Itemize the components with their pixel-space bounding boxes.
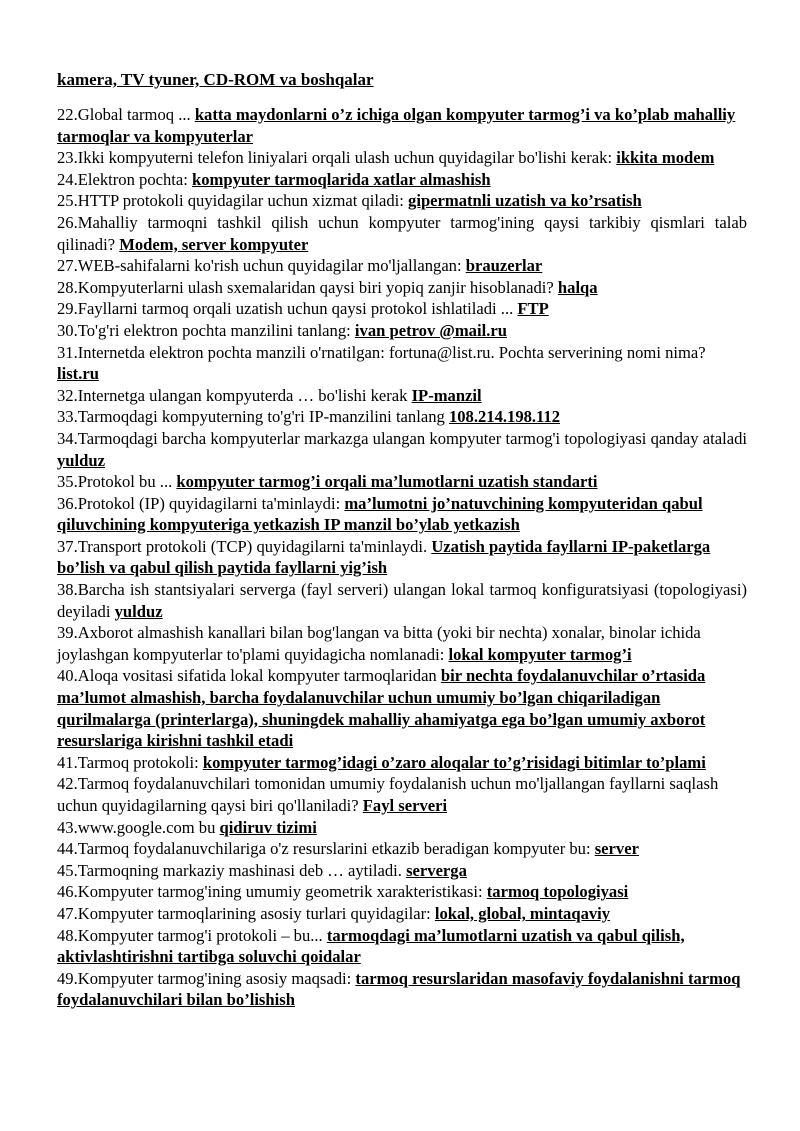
answer-text: qidiruv tizimi (219, 817, 317, 837)
qa-item-49 (57, 968, 747, 1011)
qa-item-43 (57, 817, 747, 839)
qa-item-26 (57, 212, 747, 255)
answer-text: lokal kompyuter tarmog’i (448, 644, 632, 664)
question-text: 43.www.google.com bu (57, 817, 220, 837)
answer-text: FTP (517, 299, 549, 319)
answer-text: yulduz (114, 601, 163, 621)
question-text: 31.Internetda elektron pochta manzili o'rnatilgan: fortuna@list.ru. Pochta serverining nomi nima? (57, 342, 706, 362)
qa-item-30 (57, 320, 747, 342)
answer-text: brauzerlar (465, 256, 543, 276)
qa-item-31 (57, 342, 747, 385)
qa-item-36 (57, 493, 747, 536)
answer-text: ma’lumotni jo’natuvchining kompyuteridan qabul qiluvchining kompyuteriga yetkazish IP manzil bo’ylab yetkazish (57, 493, 703, 535)
qa-item-46 (57, 881, 747, 903)
question-text: 37.Transport protokoli (TCP) quyidagilarni ta'minlaydi. (57, 536, 432, 556)
question-text: 49.Kompyuter tarmog'ining asosiy maqsadi: (57, 968, 356, 988)
question-text: 38.Barcha ish stantsiyalari serverga (fayl serveri) ulangan lokal tarmoq konfiguratsiyasi (topologiyasi) deyiladi (57, 580, 747, 621)
question-text: 30.To'g'ri elektron pochta manzilini tanlang: (57, 320, 355, 340)
answer-text: kompyuter tarmog’idagi o’zaro aloqalar to’g’risidagi bitimlar to’plami (202, 752, 706, 772)
question-text: 33.Tarmoqdagi kompyuterning to'g'ri IP-manzilini tanlang (57, 407, 449, 427)
question-text: 26.Mahalliy tarmoqni tashkil qilish uchun kompyuter tarmog'ining qaysi tarkibiy qismlari talab qilinadi? (57, 212, 747, 254)
qa-item-24 (57, 169, 747, 191)
answer-text: ikkita modem (616, 148, 715, 168)
qa-item-40 (57, 665, 747, 751)
question-text: 45.Tarmoqning markaziy mashinasi deb … aytiladi. (57, 860, 407, 880)
qa-item-29 (57, 298, 747, 320)
question-text: 42.Tarmoq foydalanuvchilari tomonidan umumiy foydalanish uchun mo'ljallangan fayllarni saqlash uchun quyidagilarning qaysi biri qo'llaniladi? (57, 774, 719, 815)
question-text: 46.Kompyuter tarmog'ining umumiy geometrik xarakteristikasi: (57, 882, 487, 902)
question-text: 22.Global tarmoq ... (57, 105, 195, 124)
question-text: 34.Tarmoqdagi barcha kompyuterlar markazga ulangan kompyuter tarmog'i topologiyasi qanday ataladi (57, 428, 747, 448)
answer-text: katta maydonlarni o’z ichiga olgan kompyuter tarmog’i va ko’plab mahalliy tarmoqlar va kompyuterlar (57, 105, 736, 146)
question-text: 36.Protokol (IP) quyidagilarni ta'minlaydi: (57, 493, 345, 513)
answer-text: bir nechta foydalanuvchilar o’rtasida ma’lumot almashish, barcha foydalanuvchilar uchun umumiy bo’lgan chiqariladigan qurilmalarga (printerlarga), shuningdek mahalliy ahamiyatga ega bo’lgan umumiy axborot resurslariga kirishni tashkil etadi (57, 666, 706, 751)
qa-item-28 (57, 277, 747, 299)
qa-item-41 (57, 752, 747, 774)
answer-text: Uzatish paytida fayllarni IP-paketlarga bo’lish va qabul qilish paytida fayllarni yig’ish (57, 536, 711, 578)
qa-item-25 (57, 190, 747, 212)
question-text: 40.Aloqa vositasi sifatida lokal kompyuter tarmoqlaridan (57, 666, 441, 686)
answer-text: list.ru (57, 364, 99, 384)
qa-item-33 (57, 406, 747, 428)
section-heading: kamera, TV tyuner, CD-ROM va boshqalar (57, 70, 374, 89)
qa-item-34 (57, 428, 747, 471)
qa-item-32 (57, 385, 747, 407)
question-text: 32.Internetga ulangan kompyuterda … bo'lishi kerak (57, 385, 412, 405)
qa-item-48 (57, 925, 747, 968)
question-text: 35.Protokol bu ... (57, 472, 177, 492)
qa-item-27 (57, 255, 747, 277)
question-text: 47.Kompyuter tarmoqlarining asosiy turlari quyidagilar: (57, 903, 435, 923)
question-text: 24.Elektron pochta: (57, 169, 193, 189)
answer-text: Fayl serveri (362, 796, 448, 815)
answer-text: server (594, 839, 639, 859)
question-text: 48.Kompyuter tarmog'i protokoli – bu... (57, 925, 327, 945)
qa-item-44 (57, 838, 747, 860)
answer-text: kompyuter tarmog’i orqali ma’lumotlarni uzatish standarti (176, 472, 598, 492)
qa-item-45 (57, 860, 747, 882)
question-text: 28.Kompyuterlarni ulash sxemalaridan qaysi biri yopiq zanjir hisoblanadi? (57, 277, 558, 297)
qa-item-42 (57, 773, 747, 816)
question-text: 27.WEB-sahifalarni ko'rish uchun quyidagilar mo'ljallangan: (57, 256, 466, 276)
answer-text: yulduz (57, 450, 105, 470)
answer-text: tarmoq topologiyasi (486, 882, 629, 902)
answer-text: ivan petrov @mail.ru (354, 320, 507, 340)
qa-item-23 (57, 147, 747, 169)
answer-text: Modem, server kompyuter (119, 234, 309, 254)
answer-text: serverga (406, 860, 467, 880)
answer-text: lokal, global, mintaqaviy (434, 903, 611, 923)
qa-item-35 (57, 471, 747, 493)
question-text: 44.Tarmoq foydalanuvchilariga o'z resurslarini etkazib beradigan kompyuter bu: (57, 839, 595, 859)
question-text: 39.Axborot almashish kanallari bilan bog'langan va bitta (yoki bir nechta) xonalar, binolar ichida joylashgan kompyuterlar to'plami quyidagicha nomlanadi: (57, 623, 701, 664)
answer-text: tarmoq resurslaridan masofaviy foydalanishni tarmoq foydalanuvchilari bilan bo’lishish (57, 968, 741, 1010)
question-text: 25.HTTP protokoli quyidagilar uchun xizmat qiladi: (57, 191, 409, 211)
qa-item-22 (57, 104, 747, 147)
qa-item-38 (57, 579, 747, 622)
qa-item-39 (57, 622, 747, 665)
question-answer-list (57, 104, 747, 1011)
answer-text: kompyuter tarmoqlarida xatlar almashish (192, 169, 491, 189)
question-text: 29.Fayllarni tarmoq orqali uzatish uchun qaysi protokol ishlatiladi ... (57, 299, 518, 319)
question-text: 23.Ikki kompyuterni telefon liniyalari orqali ulash uchun quyidagilar bo'lishi kerak: (57, 148, 617, 168)
answer-text: gipermatnli uzatish va ko’rsatish (408, 191, 642, 211)
answer-text: halqa (557, 277, 598, 297)
qa-item-37 (57, 536, 747, 579)
answer-text: tarmoqdagi ma’lumotlarni uzatish va qabul qilish, aktivlashtirishni tartibga soluvchi qoidalar (57, 925, 685, 967)
question-text: 41.Tarmoq protokoli: (57, 752, 203, 772)
qa-item-47 (57, 903, 747, 925)
answer-text: IP-manzil (411, 385, 482, 405)
answer-text: 108.214.198.112 (448, 407, 561, 427)
